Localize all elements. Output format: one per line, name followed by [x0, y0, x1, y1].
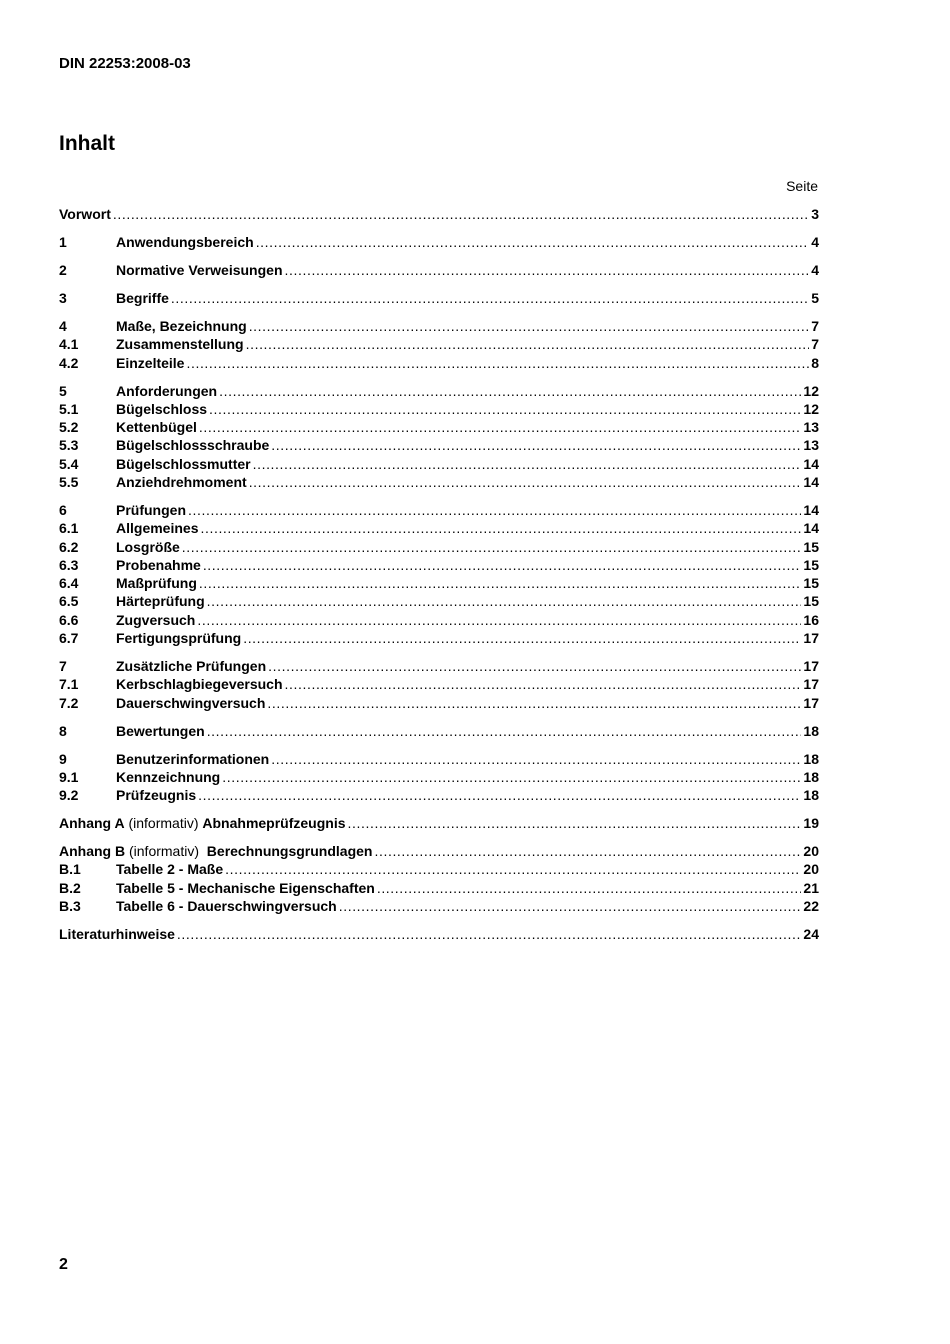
- toc-entry-page: 12: [803, 400, 819, 417]
- toc-entry-label: [116, 289, 169, 307]
- toc-entry-title: Kettenbügel: [116, 419, 197, 436]
- toc-entry-label: [116, 786, 196, 804]
- toc-entry-number: 1: [59, 233, 67, 250]
- toc-entry-title: Bügelschlossschraube: [116, 437, 270, 454]
- toc-entry-page: 15: [803, 538, 819, 555]
- toc-leader-dots: [188, 501, 801, 519]
- toc-entry-number: 5.1: [59, 400, 79, 417]
- toc-entry-page: 14: [803, 455, 819, 472]
- toc-entry-page: 8: [811, 354, 819, 371]
- toc-entry-page: 14: [803, 474, 819, 490]
- toc-entry-title: Allgemeines: [116, 520, 199, 537]
- toc-entry-page: 15: [803, 556, 819, 573]
- page-column-label: Seite: [786, 178, 818, 194]
- toc-leader-dots: [249, 317, 810, 335]
- toc-entry-number: B.3: [59, 898, 81, 915]
- toc-entry-title: Prüfzeugnis: [116, 787, 197, 804]
- toc-entry-title: Anhang A: [59, 815, 125, 832]
- page-number: 2: [59, 1256, 68, 1273]
- toc-entry[interactable]: [59, 925, 819, 943]
- toc-entry-label: [59, 925, 175, 943]
- toc-entry-title: Zusätzliche Prüfungen: [116, 658, 267, 675]
- toc-entry[interactable]: [59, 556, 819, 574]
- toc-entry-label: [116, 455, 251, 473]
- toc-entry-number: 6.7: [59, 630, 79, 647]
- toc-entry-page: 17: [803, 676, 819, 693]
- toc-entry-title: Anwendungsbereich: [116, 233, 254, 250]
- toc-entry[interactable]: [59, 501, 819, 519]
- toc-entry-number: 6.3: [59, 556, 79, 573]
- toc-entry-title: Härteprüfung: [116, 593, 205, 610]
- toc-entry[interactable]: [59, 897, 819, 915]
- toc-entry-annotation: (informativ): [125, 843, 207, 860]
- toc-leader-dots: [374, 842, 801, 860]
- toc-entry-label: [116, 473, 247, 491]
- toc-entry[interactable]: [59, 722, 819, 740]
- toc-entry-label: [116, 382, 217, 400]
- toc-entry-title: Tabelle 5 - Mechanische Eigenschaften: [116, 879, 375, 896]
- toc-entry-title: Fertigungsprüfung: [116, 630, 242, 647]
- toc-entry[interactable]: [59, 842, 819, 860]
- toc-entry-number: 4.2: [59, 354, 79, 371]
- toc-entry-number: 5.3: [59, 437, 79, 454]
- toc-entry-title: Begriffe: [116, 289, 169, 306]
- toc-entry-number: 6.2: [59, 538, 79, 555]
- toc-entry[interactable]: [59, 629, 819, 647]
- toc-leader-dots: [225, 860, 801, 878]
- toc-entry-annotation: (informativ): [124, 815, 203, 832]
- toc-entry-number: 6.1: [59, 520, 79, 537]
- toc-entry-page: 15: [803, 575, 819, 592]
- toc-entry-label: [116, 860, 223, 878]
- toc-entry-label: [59, 814, 346, 832]
- toc-entry-page: 5: [811, 289, 819, 306]
- toc-entry-number: 5.5: [59, 474, 79, 490]
- toc-entry-label: [116, 592, 205, 610]
- toc-entry-page: 19: [803, 815, 819, 832]
- toc-entry[interactable]: [59, 473, 819, 491]
- toc-leader-dots: [285, 675, 802, 693]
- toc-entry-label: [59, 205, 111, 223]
- toc-entry-label: [116, 436, 269, 454]
- toc-entry-label: [116, 657, 266, 675]
- toc-leader-dots: [199, 418, 802, 436]
- toc-leader-dots: [177, 925, 802, 943]
- toc-entry[interactable]: [59, 750, 819, 768]
- toc-entry-page: 15: [803, 593, 819, 610]
- toc-entry-page: 3: [811, 206, 819, 222]
- toc-entry-label: [116, 722, 205, 740]
- toc-entry-label: [116, 261, 283, 279]
- toc-entry-number: B.2: [59, 879, 81, 896]
- toc-entry-title: Bügelschlossmutter: [116, 455, 251, 472]
- toc-leader-dots: [113, 205, 809, 223]
- toc-entry-number: 6.5: [59, 593, 79, 610]
- toc-entry-label: [116, 629, 241, 647]
- toc-entry-label: [116, 354, 184, 372]
- toc-leader-dots: [171, 289, 809, 307]
- toc-entry-page: 7: [811, 336, 819, 353]
- toc-entry[interactable]: [59, 335, 819, 353]
- toc-entry[interactable]: [59, 436, 819, 454]
- toc-entry[interactable]: [59, 317, 819, 335]
- toc-entry-label: [116, 501, 186, 519]
- toc-entry-page: 14: [803, 520, 819, 537]
- toc-entry[interactable]: [59, 611, 819, 629]
- toc-entry-label: [116, 233, 254, 251]
- toc-entry[interactable]: [59, 574, 819, 592]
- toc-entry[interactable]: [59, 455, 819, 473]
- toc-entry-title: Tabelle 6 - Dauerschwingversuch: [116, 898, 337, 915]
- toc-leader-dots: [207, 722, 802, 740]
- toc-entry-page: 18: [803, 722, 819, 739]
- toc-leader-dots: [199, 574, 802, 592]
- toc-entry-page: 4: [811, 233, 819, 250]
- toc-leader-dots: [285, 261, 810, 279]
- toc-entry-number: 6: [59, 501, 67, 518]
- toc-entry[interactable]: [59, 382, 819, 400]
- toc-entry-number: 5: [59, 382, 67, 399]
- toc-entry-title: Prüfungen: [116, 501, 186, 518]
- toc-entry-title: Zugversuch: [116, 611, 196, 628]
- toc-leader-dots: [271, 750, 801, 768]
- toc-leader-dots: [246, 335, 810, 353]
- toc-entry-label: [59, 842, 372, 860]
- toc-entry-page: 18: [803, 750, 819, 767]
- toc-entry-page: 20: [803, 861, 819, 878]
- toc-entry-title: Einzelteile: [116, 354, 185, 371]
- toc-entry-label: [116, 897, 337, 915]
- toc-entry-number: 7.1: [59, 676, 79, 693]
- toc-entry-title: Bügelschloss: [116, 400, 208, 417]
- toc-entry-number: 4: [59, 317, 67, 334]
- toc-entry-page: 4: [811, 261, 819, 278]
- toc-entry-page: 20: [803, 843, 819, 860]
- toc-entry-number: 9.1: [59, 768, 79, 785]
- toc-entry[interactable]: [59, 814, 819, 832]
- toc-entry[interactable]: [59, 261, 819, 279]
- toc-leader-dots: [182, 538, 802, 556]
- toc-entry[interactable]: [59, 418, 819, 436]
- toc-entry-page: 24: [803, 926, 819, 943]
- toc-entry-title: Kennzeichnung: [116, 768, 221, 785]
- toc-entry-page: 7: [811, 317, 819, 334]
- toc-entry-page: 22: [803, 898, 819, 915]
- toc-leader-dots: [267, 694, 801, 712]
- toc-entry-title: Tabelle 2 - Maße: [116, 861, 224, 878]
- toc-entry-title: Anhang B: [59, 843, 126, 860]
- toc-entry-label: [116, 694, 265, 712]
- toc-entry-number: 7.2: [59, 694, 79, 711]
- table-of-contents: [59, 205, 819, 943]
- toc-entry[interactable]: [59, 233, 819, 251]
- toc-entry-label: [116, 879, 375, 897]
- toc-entry-title: Dauerschwingversuch: [116, 694, 266, 711]
- toc-entry-number: 9: [59, 750, 67, 767]
- toc-entry-page: 13: [803, 419, 819, 436]
- toc-entry-title: Zusammenstellung: [116, 336, 244, 353]
- document-id: DIN 22253:2008-03: [59, 55, 191, 72]
- toc-entry[interactable]: [59, 354, 819, 372]
- toc-entry-label: [116, 611, 195, 629]
- toc-entry-number: 6.4: [59, 575, 79, 592]
- toc-entry-title: Probenahme: [116, 556, 201, 573]
- toc-leader-dots: [271, 436, 801, 454]
- toc-entry-number: 3: [59, 289, 67, 306]
- toc-entry-title: Losgröße: [116, 538, 180, 555]
- toc-leader-dots: [339, 897, 802, 915]
- toc-entry-label: [116, 317, 247, 335]
- toc-entry-number: 5.2: [59, 419, 79, 436]
- toc-entry[interactable]: [59, 879, 819, 897]
- toc-leader-dots: [348, 814, 802, 832]
- toc-entry-label: [116, 574, 197, 592]
- toc-entry-label: [116, 400, 207, 418]
- toc-leader-dots: [268, 657, 801, 675]
- toc-entry[interactable]: [59, 768, 819, 786]
- toc-entry-title: Anforderungen: [116, 382, 218, 399]
- toc-entry-number: 7: [59, 658, 67, 675]
- toc-entry-page: 12: [803, 382, 819, 399]
- toc-leader-dots: [198, 786, 801, 804]
- toc-entry-page: 13: [803, 437, 819, 454]
- toc-entry-page: 21: [803, 879, 819, 896]
- toc-leader-dots: [209, 400, 801, 418]
- toc-entry-title: Maße, Bezeichnung: [116, 317, 247, 334]
- toc-entry[interactable]: [59, 289, 819, 307]
- toc-leader-dots: [197, 611, 801, 629]
- toc-entry-subtitle: Berechnungsgrundlagen: [206, 843, 373, 860]
- toc-entry-page: 17: [803, 694, 819, 711]
- toc-entry[interactable]: [59, 400, 819, 418]
- toc-entry[interactable]: [59, 694, 819, 712]
- toc-entry[interactable]: [59, 675, 819, 693]
- toc-entry-title: Bewertungen: [116, 722, 205, 739]
- toc-entry-title: Benutzerinformationen: [116, 750, 270, 767]
- toc-entry[interactable]: [59, 205, 819, 223]
- toc-entry-number: 8: [59, 722, 67, 739]
- toc-entry-title: Anziehdrehmoment: [116, 474, 247, 490]
- toc-leader-dots: [207, 592, 802, 610]
- page-title: Inhalt: [59, 132, 115, 155]
- toc-entry-page: 17: [803, 630, 819, 647]
- toc-entry[interactable]: [59, 538, 819, 556]
- toc-entry-number: 9.2: [59, 787, 79, 804]
- toc-entry-number: B.1: [59, 861, 81, 878]
- toc-entry-label: [116, 519, 198, 537]
- toc-entry-label: [116, 335, 244, 353]
- toc-entry-number: 4.1: [59, 336, 79, 353]
- toc-leader-dots: [377, 879, 802, 897]
- toc-entry-label: [116, 750, 269, 768]
- toc-entry-label: [116, 538, 180, 556]
- toc-leader-dots: [219, 382, 801, 400]
- toc-leader-dots: [249, 473, 802, 491]
- toc-entry[interactable]: [59, 519, 819, 537]
- toc-entry-subtitle: Abnahmeprüfzeugnis: [202, 815, 346, 832]
- toc-leader-dots: [222, 768, 801, 786]
- toc-entry-title: Kerbschlagbiegeversuch: [116, 676, 283, 693]
- toc-entry-label: [116, 675, 283, 693]
- toc-entry-title: Maßprüfung: [116, 575, 197, 592]
- toc-entry-number: 5.4: [59, 455, 79, 472]
- toc-entry-page: 14: [803, 501, 819, 518]
- toc-entry[interactable]: [59, 860, 819, 878]
- toc-entry-title: Literaturhinweise: [59, 926, 175, 943]
- toc-entry-label: [116, 556, 201, 574]
- toc-entry-page: 16: [803, 611, 819, 628]
- toc-entry[interactable]: [59, 592, 819, 610]
- toc-entry-number: 2: [59, 261, 67, 278]
- toc-entry-page: 17: [803, 658, 819, 675]
- toc-entry[interactable]: [59, 657, 819, 675]
- toc-leader-dots: [256, 233, 810, 251]
- toc-entry[interactable]: [59, 786, 819, 804]
- toc-leader-dots: [200, 519, 801, 537]
- toc-entry-page: 18: [803, 787, 819, 804]
- toc-leader-dots: [243, 629, 801, 647]
- toc-entry-title: Vorwort: [59, 206, 111, 222]
- toc-entry-title: Normative Verweisungen: [116, 261, 283, 278]
- toc-entry-number: 6.6: [59, 611, 79, 628]
- toc-leader-dots: [203, 556, 802, 574]
- toc-entry-label: [116, 418, 197, 436]
- toc-entry-label: [116, 768, 220, 786]
- toc-leader-dots: [253, 455, 802, 473]
- toc-entry-page: 18: [803, 768, 819, 785]
- toc-leader-dots: [186, 354, 809, 372]
